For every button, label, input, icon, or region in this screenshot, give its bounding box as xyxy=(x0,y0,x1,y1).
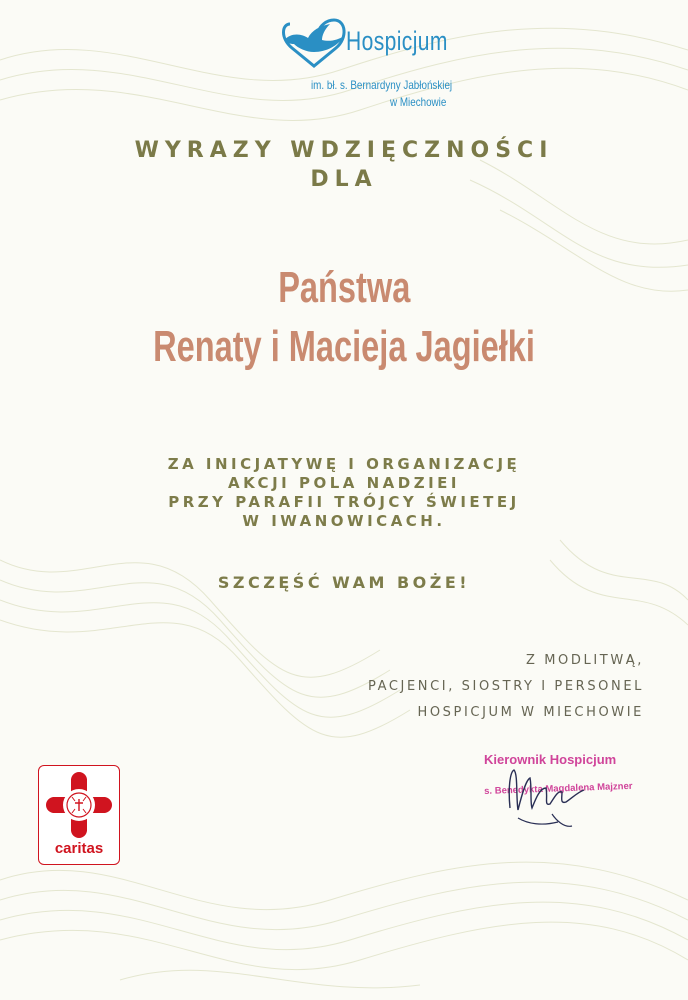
recipient-line1 xyxy=(0,263,688,313)
recipient-line2 xyxy=(0,322,688,372)
message-line: PRZY PARAFII TRÓJCY ŚWIETEJ xyxy=(168,493,520,511)
handwritten-signature xyxy=(488,758,598,834)
logo-subtitle-line2: w Miechowie xyxy=(390,95,447,109)
heading-line1: WYRAZY WDZIĘCZNOŚCI xyxy=(134,138,554,163)
recipient-line1-text: Państwa xyxy=(277,263,411,312)
caritas-logo xyxy=(38,765,120,865)
logo-subtitle-line1: im. bł. s. Bernardyny Jabłońskiej xyxy=(311,78,453,92)
message-line: W IWANOWICACH. xyxy=(242,512,446,530)
logo-name: Hospicjum xyxy=(346,26,448,56)
closing-line3: HOSPICJUM W MIECHOWIE xyxy=(417,705,644,720)
recipient-line2-text: Renaty i Macieja Jagiełki xyxy=(153,322,535,371)
closing-line1: Z MODLITWĄ, xyxy=(526,653,644,668)
caritas-cross-icon xyxy=(45,771,113,839)
message-line: AKCJI POLA NADZIEI xyxy=(228,474,460,492)
stamp-name: s. Benedykta Magdalena Majzner xyxy=(484,780,633,797)
heading-line2: DLA xyxy=(310,167,378,192)
hospice-logo xyxy=(278,8,458,118)
closing-line2: PACJENCI, SIOSTRY I PERSONEL xyxy=(367,679,644,694)
caritas-wordmark: caritas xyxy=(54,840,104,857)
message-line: ZA INICJATYWĘ I ORGANIZACJĘ xyxy=(167,455,521,473)
stamp-title: Kierownik Hospicjum xyxy=(484,752,617,767)
blessing: SZCZĘŚĆ WAM BOŻE! xyxy=(217,573,471,592)
